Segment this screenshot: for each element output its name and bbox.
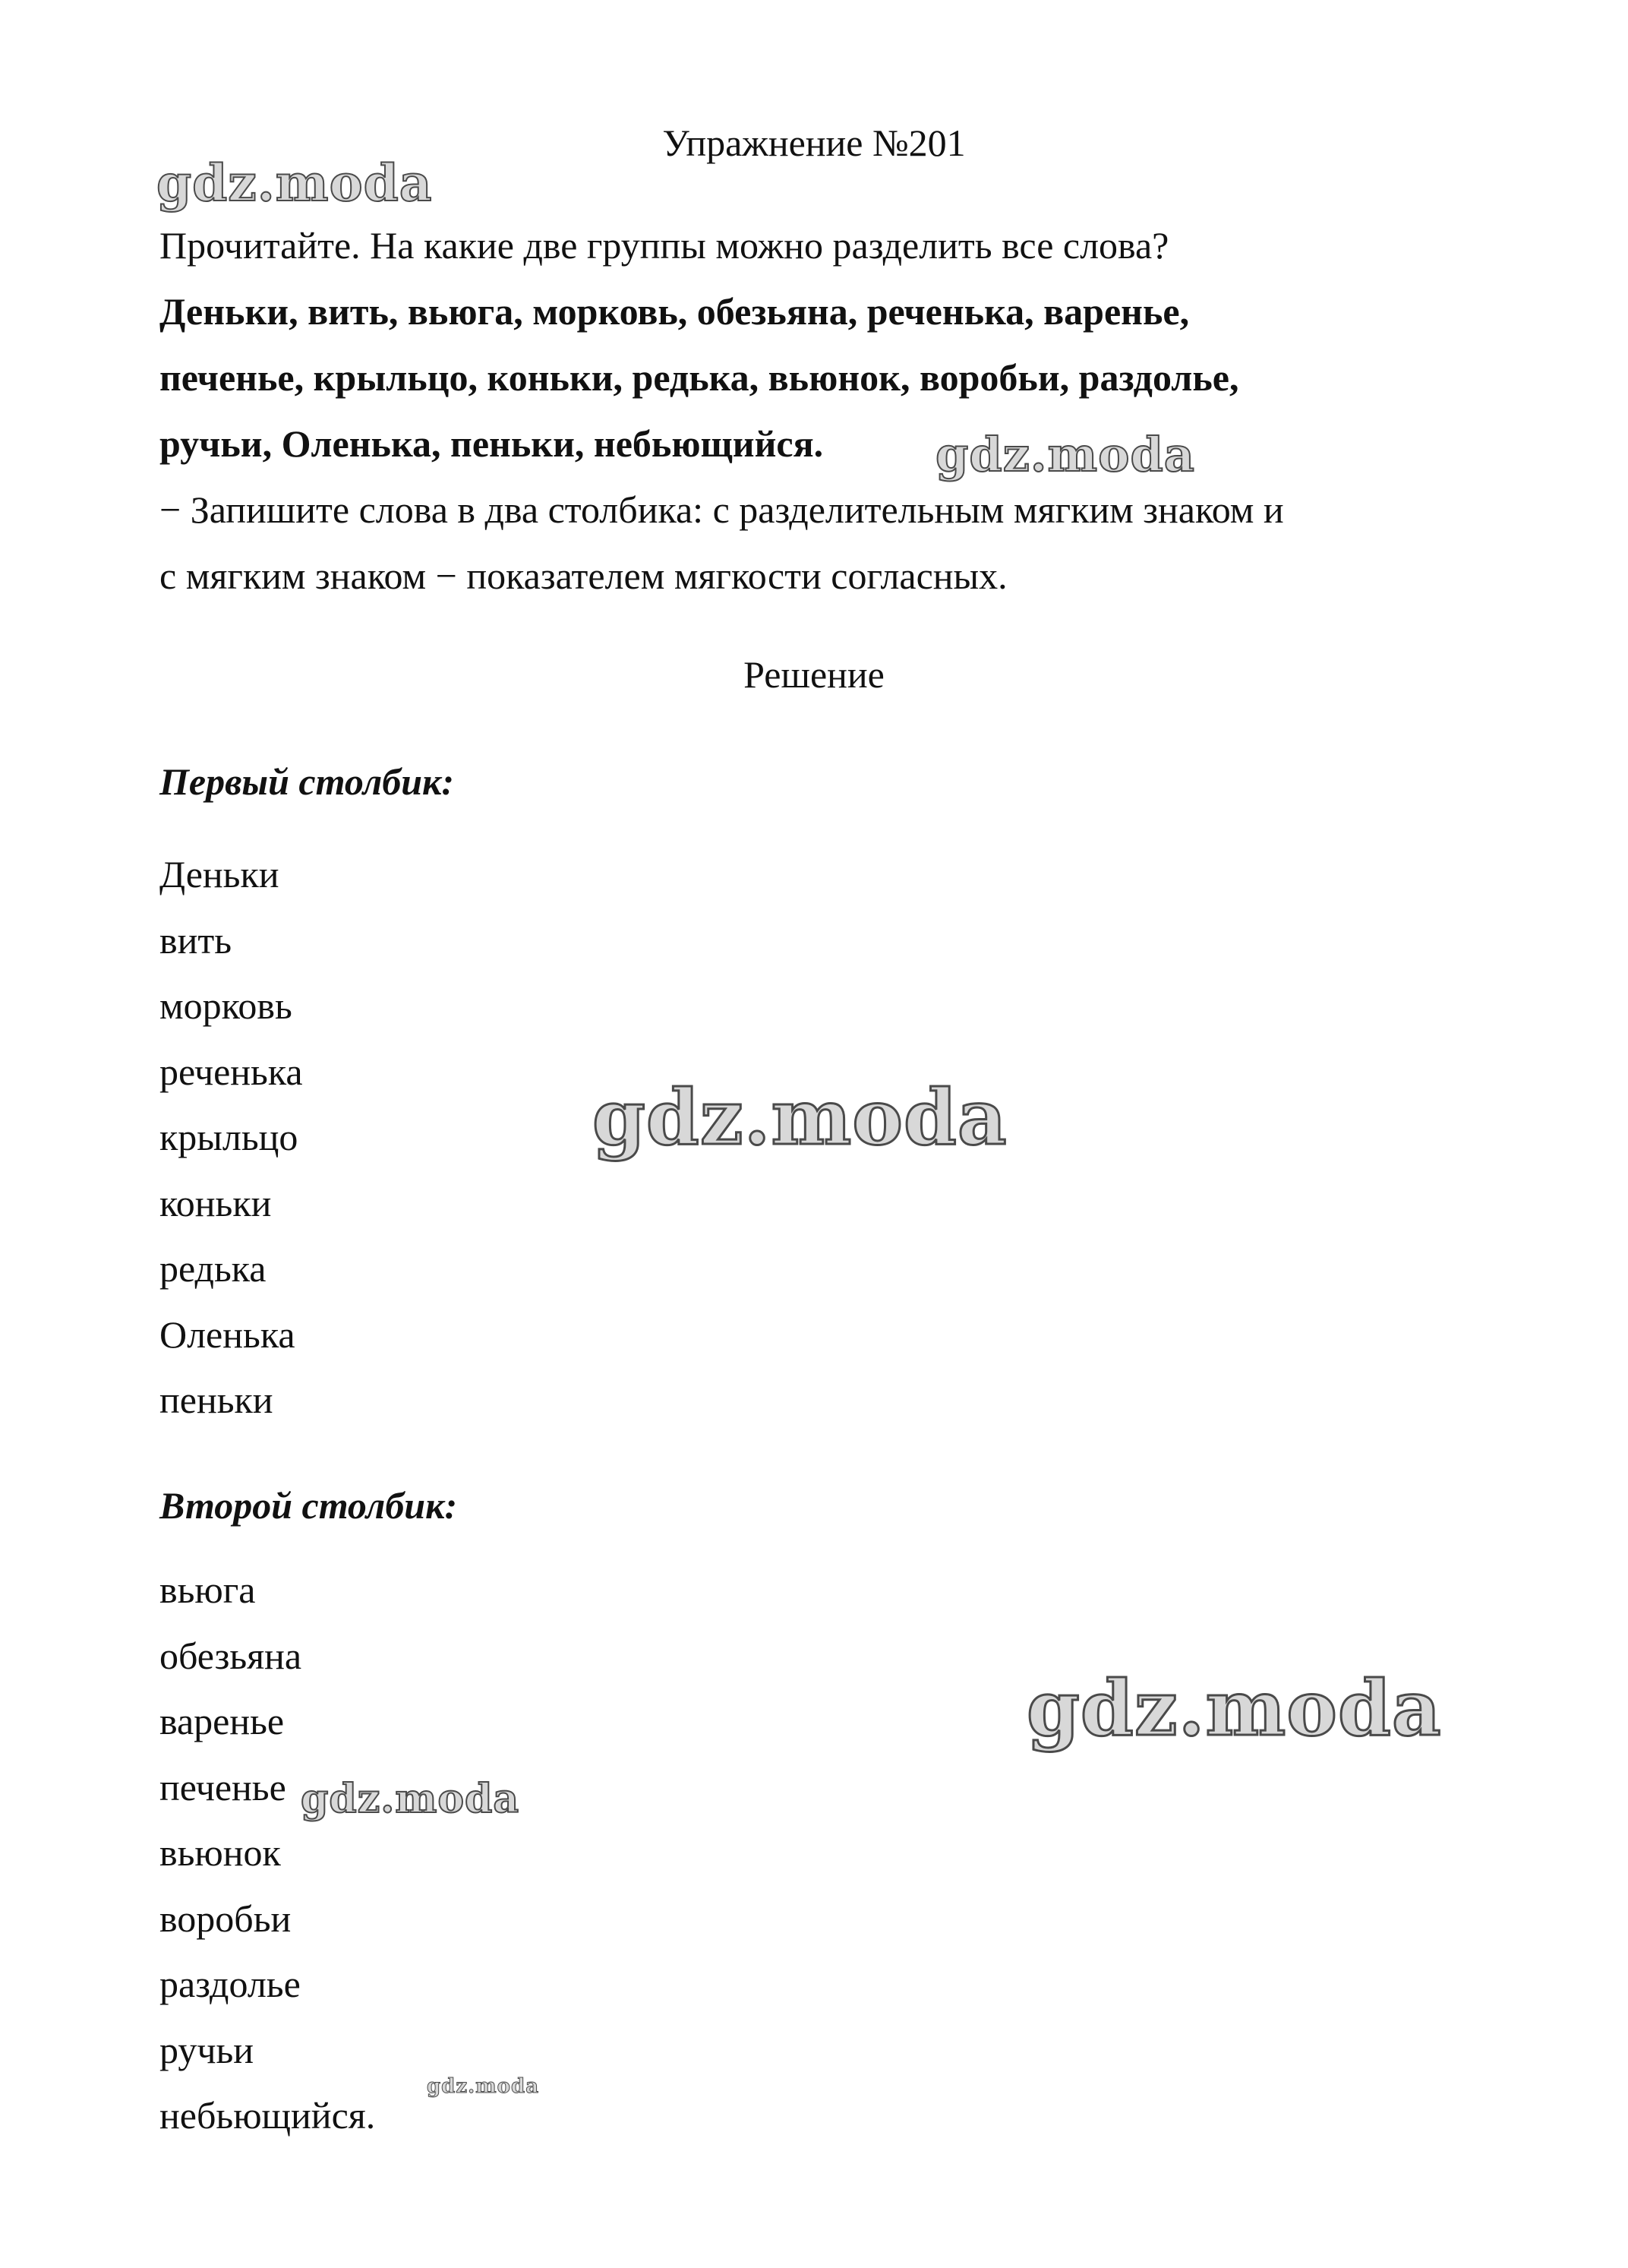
exercise-title: Упражнение №201 bbox=[662, 122, 966, 164]
list-item: пеньки bbox=[159, 1379, 273, 1421]
list-item: раздолье bbox=[159, 1963, 301, 2005]
task-text-line-2: с мягким знаком − показателем мягкости согласных. bbox=[159, 554, 1008, 597]
watermark: gdz.moda bbox=[427, 2075, 540, 2098]
first-column-heading: Первый столбик: bbox=[159, 760, 455, 803]
task-text-line-1: − Запишите слова в два столбика: с разделительным мягким знаком и bbox=[159, 488, 1284, 531]
list-item: реченька bbox=[159, 1050, 303, 1093]
list-item: морковь bbox=[159, 984, 292, 1027]
word-list-line-3: ручьи, Оленька, пеньки, небьющийся. bbox=[159, 422, 824, 465]
list-item: воробьи bbox=[159, 1897, 292, 1940]
list-item: варенье bbox=[159, 1700, 285, 1742]
second-column bbox=[159, 1483, 457, 2149]
word-list-line-2: печенье, крыльцо, коньки, редька, вьюнок, воробьи, раздолье, bbox=[159, 356, 1239, 399]
list-item: Деньки bbox=[159, 853, 279, 896]
word-list-line-1: Деньки, вить, вьюга, морковь, обезьяна, реченька, варенье, bbox=[159, 290, 1190, 333]
first-column bbox=[159, 759, 454, 1433]
list-item: Оленька bbox=[159, 1312, 295, 1356]
list-item: обезьяна bbox=[159, 1634, 302, 1677]
list-item: вьюга bbox=[159, 1568, 256, 1611]
watermark: gdz.moda bbox=[301, 1776, 520, 1822]
list-item: коньки bbox=[159, 1181, 272, 1224]
first-column-list bbox=[159, 842, 454, 1433]
instruction-text: Прочитайте. На какие две группы можно разделить все слова? bbox=[159, 224, 1169, 267]
list-item: вьюнок bbox=[159, 1831, 281, 1874]
watermark: gdz.moda bbox=[592, 1072, 1008, 1162]
list-item: печенье bbox=[159, 1765, 286, 1808]
list-item: редька bbox=[159, 1247, 267, 1290]
watermark: gdz.moda bbox=[156, 153, 433, 213]
list-item: ручьи bbox=[159, 2028, 254, 2071]
list-item: крыльцо bbox=[159, 1116, 298, 1158]
list-item: небьющийся. bbox=[159, 2094, 376, 2137]
watermark: gdz.moda bbox=[1027, 1663, 1442, 1753]
list-item: вить bbox=[159, 918, 232, 962]
solution-title: Решение bbox=[743, 653, 885, 696]
exercise-task bbox=[159, 213, 1519, 609]
watermark: gdz.moda bbox=[935, 427, 1195, 482]
second-column-heading: Второй столбик: bbox=[159, 1484, 458, 1527]
second-column-list bbox=[159, 1557, 457, 2149]
